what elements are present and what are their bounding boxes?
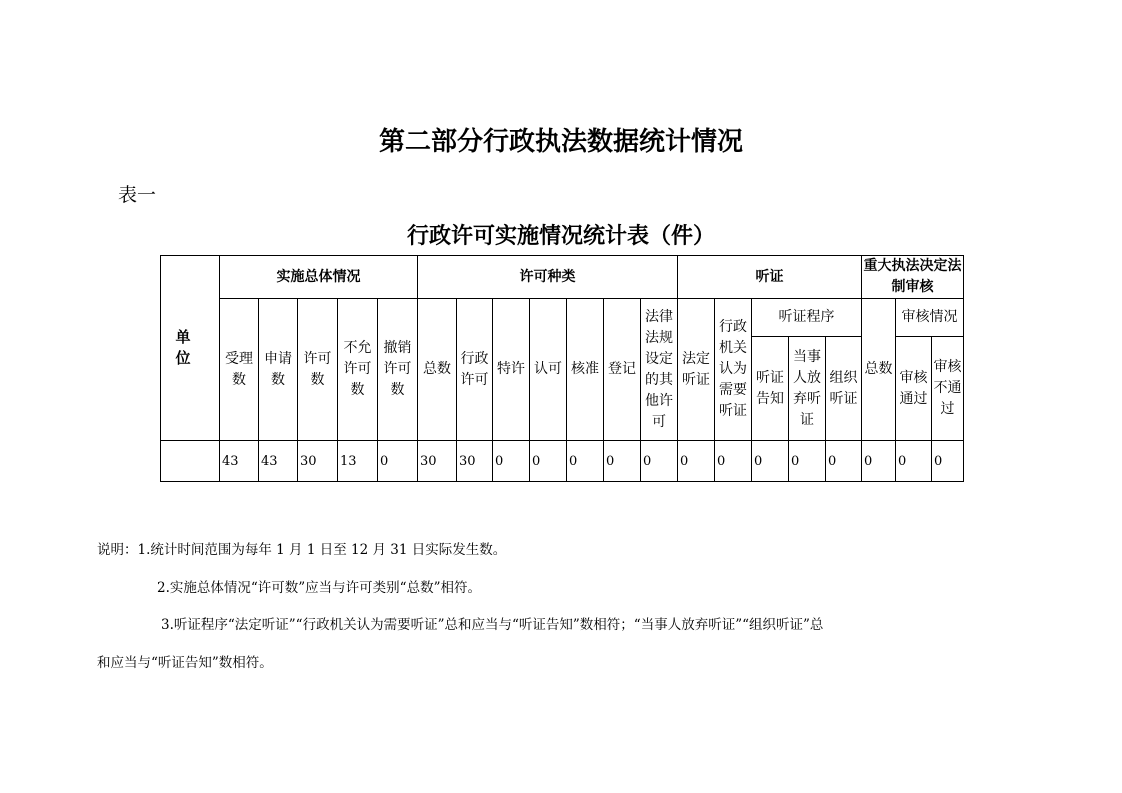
col-applied: 申请数 xyxy=(259,299,298,441)
table-title: 行政许可实施情况统计表（件） xyxy=(406,223,715,249)
cell-admin-license: 30 xyxy=(457,441,493,482)
cell-agency-hearing: 0 xyxy=(715,441,752,482)
unit-header: 单 位 xyxy=(161,256,220,441)
cell-organized-hearing: 0 xyxy=(826,441,862,482)
cell-party-waived: 0 xyxy=(789,441,826,482)
col-accepted: 受理数 xyxy=(220,299,259,441)
col-recognition: 认可 xyxy=(530,299,567,441)
table-row xyxy=(161,441,964,482)
cell-statutory-hearing: 0 xyxy=(678,441,715,482)
col-approval: 核准 xyxy=(567,299,604,441)
col-statutory-hearing: 法定听证 xyxy=(678,299,715,441)
cell-accepted: 43 xyxy=(220,441,259,482)
cell-not-permitted: 13 xyxy=(338,441,378,482)
col-not-permitted: 不允许可数 xyxy=(338,299,378,441)
col-party-waived: 当事人放弃听证 xyxy=(789,337,826,441)
group-header-overall: 实施总体情况 xyxy=(220,256,418,299)
table-label: 表一 xyxy=(118,184,157,206)
col-review-passed: 审核通过 xyxy=(896,337,932,441)
cell-review-total: 0 xyxy=(862,441,896,482)
col-review-total: 总数 xyxy=(862,299,896,441)
cell-type-total: 30 xyxy=(418,441,457,482)
cell-revoked: 0 xyxy=(378,441,418,482)
sub-header-hearing-procedure: 听证程序 xyxy=(752,299,862,337)
group-header-license-types: 许可种类 xyxy=(418,256,678,299)
cell-review-failed: 0 xyxy=(932,441,964,482)
row-unit xyxy=(161,441,220,482)
col-registration: 登记 xyxy=(604,299,641,441)
cell-applied: 43 xyxy=(259,441,298,482)
col-permitted: 许可数 xyxy=(298,299,338,441)
cell-review-passed: 0 xyxy=(896,441,932,482)
col-type-total: 总数 xyxy=(418,299,457,441)
col-revoked: 撤销许可数 xyxy=(378,299,418,441)
cell-special-license: 0 xyxy=(493,441,530,482)
note-line-3: 3.听证程序“法定听证”“行政机关认为需要听证”总和应当与“听证告知”数相符；“当事人放弃听证”“组织听证”总 xyxy=(161,617,824,633)
col-organized-hearing: 组织听证 xyxy=(826,337,862,441)
cell-recognition: 0 xyxy=(530,441,567,482)
license-statistics-table xyxy=(160,255,964,482)
note-line-2: 2.实施总体情况“许可数”应当与许可类别“总数”相符。 xyxy=(157,580,481,596)
cell-permitted: 30 xyxy=(298,441,338,482)
col-admin-license: 行政许可 xyxy=(457,299,493,441)
col-review-failed: 审核不通过 xyxy=(932,337,964,441)
cell-hearing-notice: 0 xyxy=(752,441,789,482)
note-line-4: 和应当与“听证告知”数相符。 xyxy=(97,655,273,671)
group-header-hearing: 听证 xyxy=(678,256,862,299)
col-agency-hearing: 行政机关认为需要听证 xyxy=(715,299,752,441)
col-hearing-notice: 听证告知 xyxy=(752,337,789,441)
group-header-legal-review: 重大执法决定法制审核 xyxy=(862,256,964,299)
cell-registration: 0 xyxy=(604,441,641,482)
note-line-1: 说明：1.统计时间范围为每年 1 月 1 日至 12 月 31 日实际发生数。 xyxy=(97,542,507,558)
col-special-license: 特许 xyxy=(493,299,530,441)
page-title: 第二部分行政执法数据统计情况 xyxy=(378,127,743,157)
cell-approval: 0 xyxy=(567,441,604,482)
col-other-legal: 法律法规设定的其他许可 xyxy=(641,299,678,441)
cell-other-legal: 0 xyxy=(641,441,678,482)
sub-header-review-status: 审核情况 xyxy=(896,299,964,337)
